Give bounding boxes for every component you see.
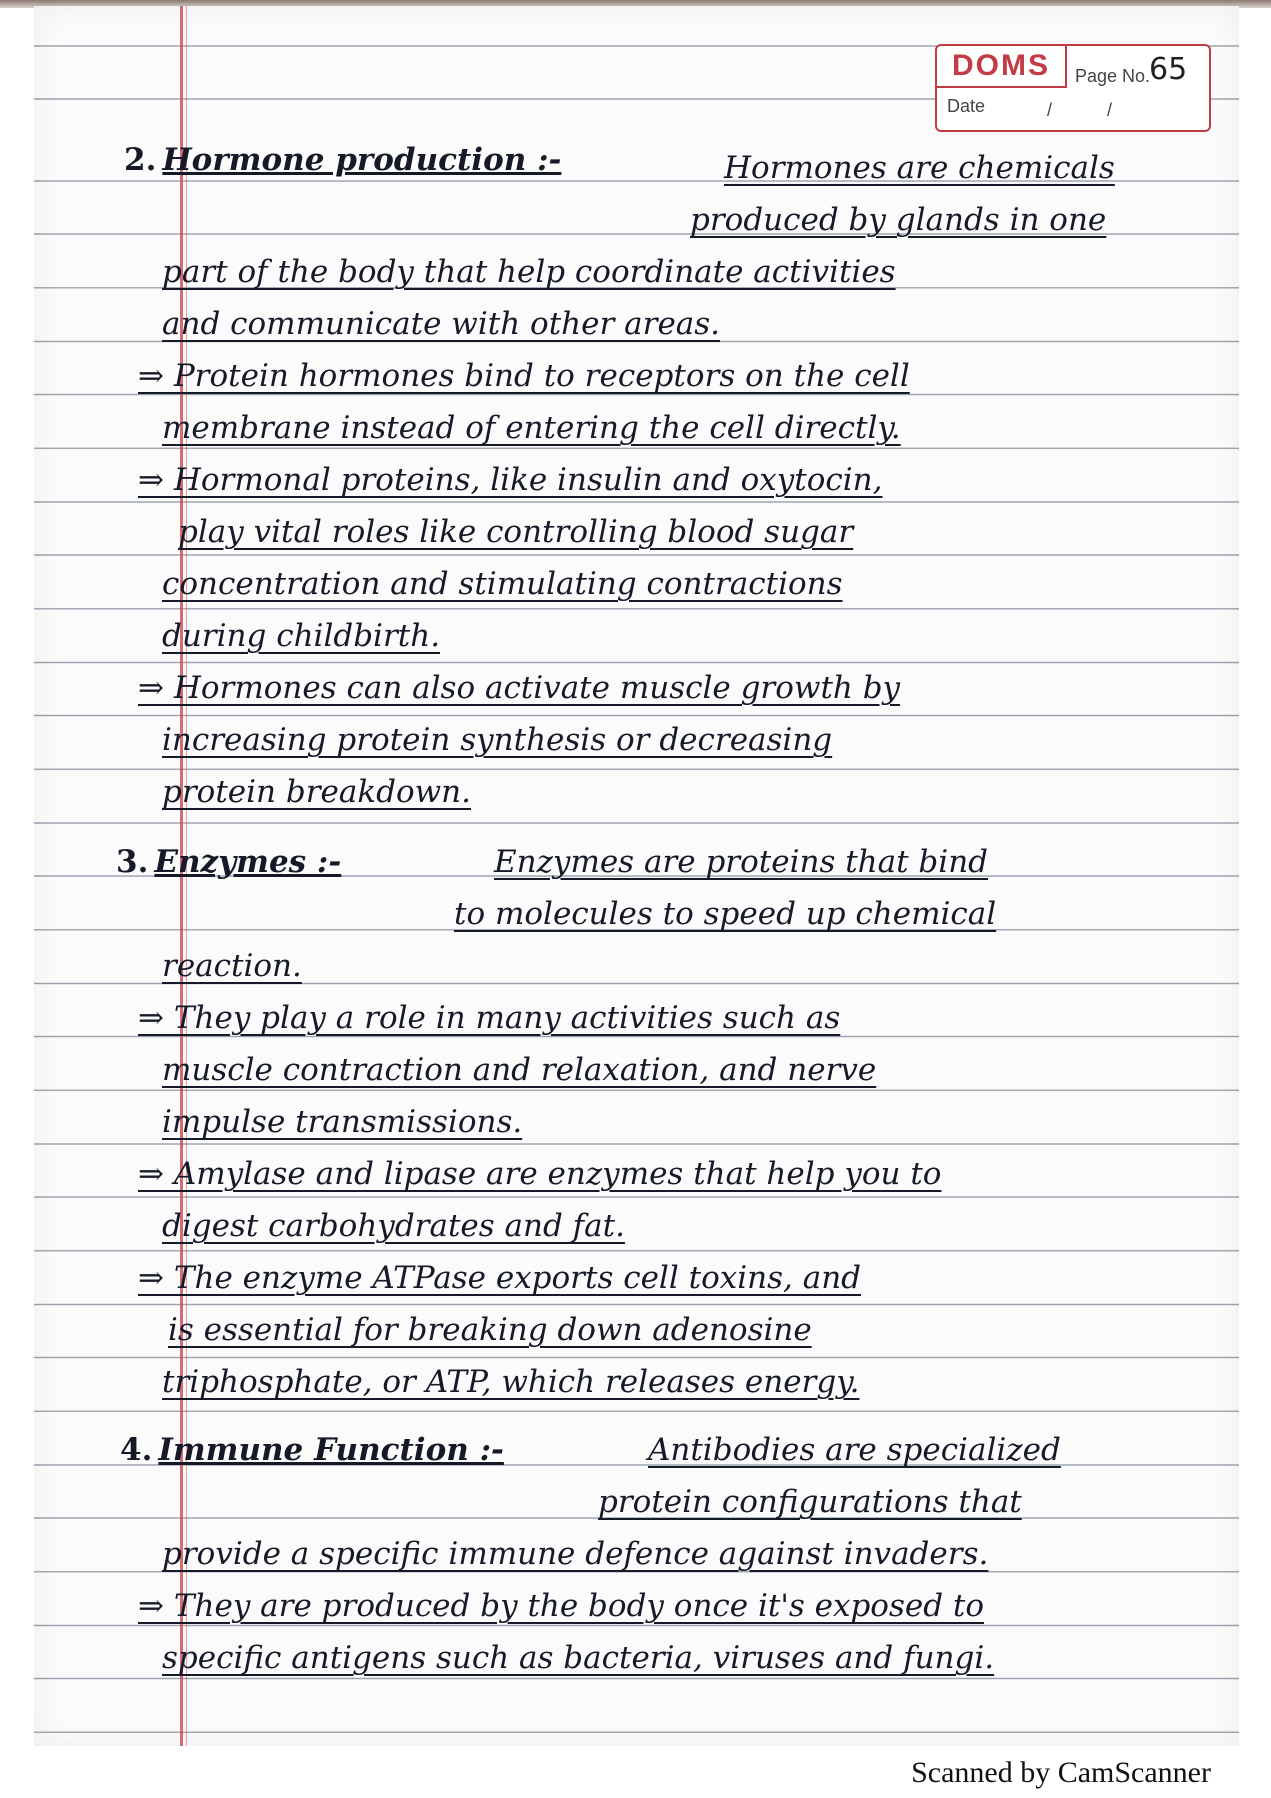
section-number: 3. [116, 844, 149, 880]
note-line: triphosphate, or ATP, which releases energy. [162, 1364, 860, 1400]
section-heading [120, 1430, 504, 1470]
note-line: Enzymes are proteins that bind [494, 844, 989, 880]
date-separator: / [1107, 100, 1113, 120]
note-line: protein breakdown. [162, 774, 472, 810]
date-label: Date [947, 96, 986, 116]
note-line: provide a specific immune defence against invaders. [162, 1536, 989, 1572]
section-title: Hormone production :- [162, 142, 562, 178]
section-heading [124, 140, 561, 180]
note-line: specific antigens such as bacteria, viruses and fungi. [162, 1640, 995, 1676]
note-line: is essential for breaking down adenosine [168, 1312, 812, 1348]
brand-logo: DOMS [937, 46, 1067, 88]
note-line: and communicate with other areas. [162, 306, 721, 342]
scan-footer [0, 1746, 1271, 1798]
note-line: to molecules to speed up chemical [454, 896, 997, 932]
section-number: 2. [124, 142, 157, 178]
note-line: ⇒ The enzyme ATPase exports cell toxins, and [138, 1260, 862, 1296]
note-line: produced by glands in one [690, 202, 1107, 238]
note-line: ⇒ They are produced by the body once it's exposed to [138, 1588, 985, 1624]
note-line: ⇒ Amylase and lipase are enzymes that help you to [138, 1156, 942, 1192]
note-line: concentration and stimulating contractions [162, 566, 843, 602]
note-line: digest carbohydrates and fat. [162, 1208, 625, 1244]
note-line: Hormones are chemicals [724, 150, 1115, 186]
page-number: 65 [1149, 52, 1188, 87]
note-line: reaction. [162, 948, 302, 984]
section-title: Enzymes :- [154, 844, 342, 880]
note-line: protein configurations that [598, 1484, 1022, 1520]
note-line: during childbirth. [162, 618, 441, 654]
note-line: impulse transmissions. [162, 1104, 523, 1140]
camscanner-watermark: Scanned by CamScanner [911, 1756, 1211, 1789]
page-label: Page No. [1075, 66, 1151, 86]
note-line: play vital roles like controlling blood sugar [178, 514, 854, 550]
note-line: increasing protein synthesis or decreasing [162, 722, 833, 758]
note-line: muscle contraction and relaxation, and nerve [162, 1052, 877, 1088]
note-line: ⇒ Hormones can also activate muscle growth by [138, 670, 901, 706]
section-title: Immune Function :- [158, 1432, 504, 1468]
note-line: part of the body that help coordinate activities [162, 254, 896, 290]
note-line: Antibodies are specialized [648, 1432, 1061, 1468]
section-number: 4. [120, 1432, 153, 1468]
note-line: ⇒ Hormonal proteins, like insulin and oxytocin, [138, 462, 883, 498]
section-heading [116, 842, 341, 882]
handwritten-notes [34, 6, 1239, 1746]
note-line: ⇒ They play a role in many activities such as [138, 1000, 841, 1036]
note-line: ⇒ Protein hormones bind to receptors on the cell [138, 358, 910, 394]
date-separator: / [1047, 100, 1053, 120]
note-line: membrane instead of entering the cell directly. [162, 410, 901, 446]
